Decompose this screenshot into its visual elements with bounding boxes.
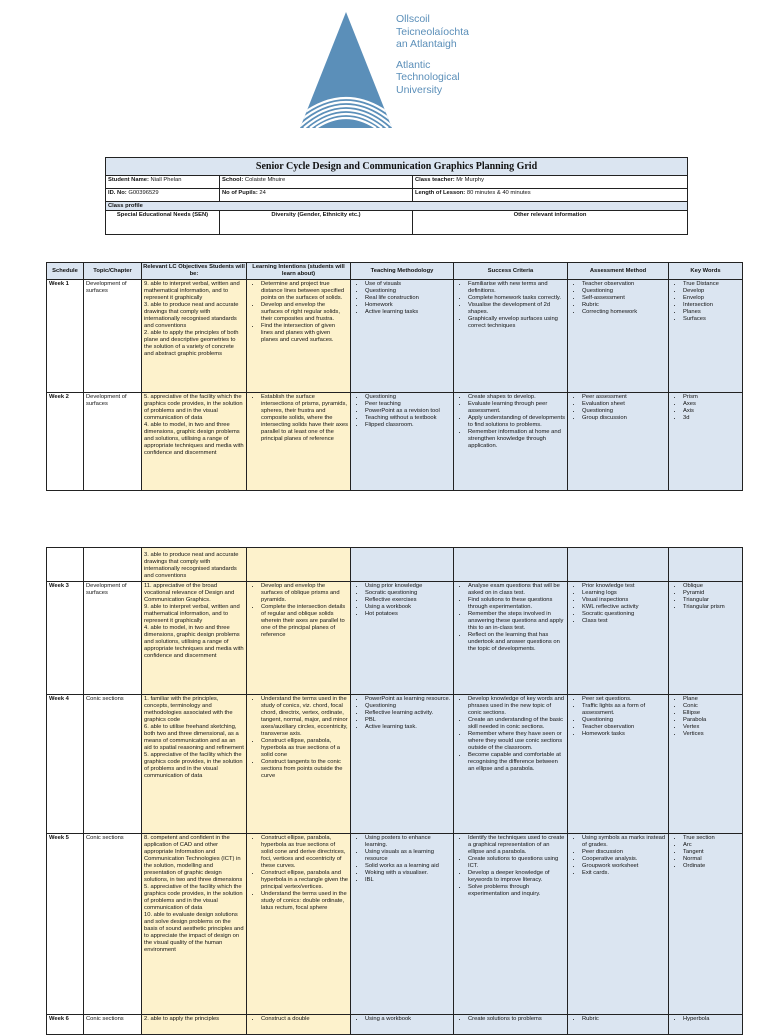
table-row-week-4: [47, 695, 743, 834]
week-label: Week 5: [47, 834, 84, 1015]
list-item: • Graphically envelop surfaces using correct techniques: [468, 316, 565, 330]
logo-line-irish-2: Teicneolaíochta: [396, 25, 469, 38]
topic-cell: Development of surfaces: [84, 280, 142, 393]
list-item: • Visualise the development of 2d shapes.: [468, 302, 565, 316]
id-value: G00396529: [128, 190, 159, 196]
list-item: • Class test: [582, 618, 666, 625]
list-item: • Socratic questioning: [365, 590, 451, 597]
list-item: • Solve problems through experimentation and inquiry.: [468, 884, 565, 898]
lc-objectives-cell: [142, 582, 247, 695]
list-item: • Create solutions to questions using ICT.: [468, 856, 565, 870]
list-item: • Using symbols as marks instead of grades.: [582, 835, 666, 849]
lc-objectives-cell: [142, 393, 247, 491]
list-item: • Find solutions to these questions through experimentation.: [468, 597, 565, 611]
pupils-value: 24: [259, 190, 266, 196]
table-row-week-5: [47, 834, 743, 1015]
table-row-week-3: [47, 582, 743, 695]
list-item: • Evaluate learning through peer assessment.: [468, 401, 565, 415]
list-item: • Cooperative analysis.: [582, 856, 666, 863]
key-words-cell: [669, 582, 743, 695]
success-criteria-cell: [454, 695, 568, 834]
list-item: • Learning logs: [582, 590, 666, 597]
list-item: • Teacher observation: [582, 281, 666, 288]
list-item: • Using a workbook: [365, 604, 451, 611]
diversity-header: Diversity (Gender, Ethnicity etc.): [220, 211, 413, 235]
week-label: Week 2: [47, 393, 84, 491]
assessment-method-cell: [568, 582, 669, 695]
list-item: • Socratic questioning: [582, 611, 666, 618]
learning-intentions-cell: [247, 582, 351, 695]
list-item: • Determine and project true distance lines between specified points on the surfaces of solids.: [261, 281, 348, 302]
list-item: • Develop and envelop the surfaces of right regular solids, their composites and frustra.: [261, 302, 348, 323]
list-item: • Use of visuals: [365, 281, 451, 288]
header-schedule: Schedule: [47, 263, 84, 280]
list-item: • Triangular prism: [683, 604, 740, 611]
list-item: • KWL reflective activity: [582, 604, 666, 611]
key-words-cell: [669, 280, 743, 393]
topic-cell: Development of surfaces: [84, 393, 142, 491]
logo-line-english-1: Atlantic: [396, 58, 431, 71]
list-item: • True section: [683, 835, 740, 842]
list-item: • Planes: [683, 309, 740, 316]
list-item: • Real life construction: [365, 295, 451, 302]
student-name-value: Niall Phelan: [150, 177, 182, 183]
list-item: • Ellipse: [683, 710, 740, 717]
week-label: Week 4: [47, 695, 84, 834]
list-item: • Understand the terms used in the study of conics, viz. chord, focal chord, directrix, vertex, ordinate, tangent, normal, major, and minor axes/auxiliary circles, eccentricity, transverse axis.: [261, 696, 348, 738]
success-criteria-cell: [454, 834, 568, 1015]
list-item: • Reflect on the learning that has undertook and answer questions on the topic of developments.: [468, 632, 565, 653]
list-item: • Peer set questions.: [582, 696, 666, 703]
teaching-methodology-cell: [351, 280, 454, 393]
list-item: • Hot potatoes: [365, 611, 451, 618]
header-success-criteria: Success Criteria: [454, 263, 568, 280]
learning-intentions-cell: [247, 834, 351, 1015]
list-item: • Parabola: [683, 717, 740, 724]
list-item: • Questioning: [582, 408, 666, 415]
list-item: • Familiarise with new terms and definitions.: [468, 281, 565, 295]
list-item: • Correcting homework: [582, 309, 666, 316]
list-item: • PBL: [365, 717, 451, 724]
header-teaching-methodology: Teaching Methodology: [351, 263, 454, 280]
topic-cell: Conic sections: [84, 695, 142, 834]
list-item: • IBL: [365, 877, 451, 884]
success-criteria-cell: [454, 393, 568, 491]
assessment-method-cell: [568, 834, 669, 1015]
list-item: • Establish the surface intersections of prisms, pyramids, spheres, their frustra and composite solids, where the intersecting solids have their axes parallel to at least one of the principal planes of reference: [261, 394, 348, 443]
learning-intentions-cell: [247, 1015, 351, 1035]
assessment-method-cell: [568, 695, 669, 834]
week-label: Week 6: [47, 1015, 84, 1035]
assessment-method-cell: [568, 280, 669, 393]
teaching-methodology-cell: [351, 834, 454, 1015]
teaching-methodology-cell: [351, 582, 454, 695]
class-teacher-value: Mr Murphy: [456, 177, 484, 183]
list-item: • Homework: [365, 302, 451, 309]
topic-cell: Conic sections: [84, 1015, 142, 1035]
assessment-method-cell: [568, 1015, 669, 1035]
list-item: • Visual inspections: [582, 597, 666, 604]
class-teacher-cell: Class teacher: Mr Murphy: [413, 176, 688, 189]
logo-line-english-3: University: [396, 83, 443, 96]
list-item: • Construct ellipse, parabola and hyperbola in a rectangle given the principal vertex/vertices.: [261, 870, 348, 891]
lc-objectives-cell: [142, 834, 247, 1015]
list-item: • Questioning: [365, 703, 451, 710]
learning-intentions-cell: [247, 695, 351, 834]
lc-objectives-text: 9. able to interpret verbal, written and mathematical information, and to represent it graphically 3. able to produce neat and accurate drawings that comply with internationally recognised standards and conventions 2. able to apply the principles of both plane and descriptive geometries to the solution of a variety of concrete and abstract graphic problems: [144, 281, 240, 357]
plan-table-page-1: [46, 262, 743, 491]
table-row-week-6: [47, 1015, 743, 1035]
list-item: • Find the intersection of given lines and planes with given planes and curved surfaces.: [261, 323, 348, 344]
list-item: • Pyramid: [683, 590, 740, 597]
lc-objectives-cell: [142, 548, 247, 582]
list-item: • Conic: [683, 703, 740, 710]
list-item: • Solid works as a learning aid: [365, 863, 451, 870]
list-item: • Create shapes to develop.: [468, 394, 565, 401]
list-item: • Oblique: [683, 583, 740, 590]
list-item: • Become capable and comfortable at recognising the difference between an ellipse and a parabola.: [468, 752, 565, 773]
list-item: • Active learning tasks: [365, 309, 451, 316]
success-criteria-cell: [454, 280, 568, 393]
other-info-header: Other relevant information: [413, 211, 688, 235]
list-item: • Homework tasks: [582, 731, 666, 738]
list-item: • Construct ellipse, parabola, hyperbola as true sections of solid cone and derive directrices, foci, vertices and eccentricity of these curves.: [261, 835, 348, 870]
list-item: • Prism: [683, 394, 740, 401]
logo-line-irish-3: an Atlantaigh: [396, 38, 457, 50]
student-name-cell: Student Name: Niall Phelan: [106, 176, 220, 189]
list-item: • Vertex: [683, 724, 740, 731]
list-item: • Create an understanding of the basic skill needed in conic sections.: [468, 717, 565, 731]
list-item: • Using prior knowledge: [365, 583, 451, 590]
header-assessment-method: Assessment Method: [568, 263, 669, 280]
list-item: • Hyperbola: [683, 1016, 740, 1023]
plan-table-page-2: [46, 547, 743, 1035]
school-cell: School: Colaiste Mhuire: [220, 176, 413, 189]
list-item: • Using visuals as a learning resource: [365, 849, 451, 863]
list-item: • Teaching without a textbook: [365, 415, 451, 422]
list-item: • Create solutions to problems: [468, 1016, 565, 1023]
lc-objectives-cell: [142, 1015, 247, 1035]
list-item: • Remember where they have seen or where they would use conic sections outside of the classroom.: [468, 731, 565, 752]
key-words-cell: [669, 834, 743, 1015]
list-item: • Complete homework tasks correctly.: [468, 295, 565, 302]
topic-cell: Conic sections: [84, 834, 142, 1015]
week-label: Week 3: [47, 582, 84, 695]
list-item: • Develop knowledge of key words and phrases used in the new topic of conic sections.: [468, 696, 565, 717]
planning-grid-title: Senior Cycle Design and Communication Graphics Planning Grid: [106, 158, 688, 176]
list-item: • Axes: [683, 401, 740, 408]
key-words-cell: [669, 695, 743, 834]
list-item: • Flipped classroom.: [365, 422, 451, 429]
list-item: • Construct tangents to the conic sections from points outside the curve: [261, 759, 348, 780]
lc-objectives-text: 5. appreciative of the facility which the graphics code provides, in the solution of problems and in the visual communication of data 4. able to model, in two and three dimensions, graphic design problems and solutions, utilising a range of appropriate techniques and media with confidence and discernment: [144, 394, 244, 456]
id-cell: ID. No: G00396529: [106, 189, 220, 202]
learning-intentions-cell: [247, 280, 351, 393]
list-item: • Develop: [683, 288, 740, 295]
lc-objectives-cell: [142, 695, 247, 834]
week-label: Week 1: [47, 280, 84, 393]
header-lc-objectives: Relevant LC Objectives Students will be:: [142, 263, 247, 280]
list-item: • Develop and envelop the surfaces of oblique prisms and pyramids.: [261, 583, 348, 604]
list-item: • Tangent: [683, 849, 740, 856]
list-item: • Complete the intersection details of regular and oblique solids wherein their axes are parallel to one of the principal planes of reference: [261, 604, 348, 639]
list-item: • Apply understanding of developments to find solutions to problems.: [468, 415, 565, 429]
assessment-method-cell: [568, 393, 669, 491]
list-item: • Questioning: [582, 717, 666, 724]
list-item: • Prior knowledge test: [582, 583, 666, 590]
list-item: • Triangular: [683, 597, 740, 604]
header-key-words: Key Words: [669, 263, 743, 280]
list-item: • Questioning: [365, 288, 451, 295]
list-item: • Exit cards.: [582, 870, 666, 877]
list-item: • Teacher observation: [582, 724, 666, 731]
list-item: • Construct ellipse, parabola, hyperbola as true sections of a solid cone: [261, 738, 348, 759]
lesson-length-value: 80 minutes & 40 minutes: [466, 190, 531, 196]
list-item: • PowerPoint as a revision tool: [365, 408, 451, 415]
list-item: • Reflective exercises: [365, 597, 451, 604]
lc-objectives-text: 2. able to apply the principles: [144, 1016, 220, 1022]
topic-cell: Development of surfaces: [84, 582, 142, 695]
list-item: • Reflective learning activity.: [365, 710, 451, 717]
list-item: • Evaluation sheet: [582, 401, 666, 408]
atu-logo-icon: [296, 8, 396, 132]
teaching-methodology-cell: [351, 393, 454, 491]
list-item: • Envelop: [683, 295, 740, 302]
sen-header: Special Educational Needs (SEN): [106, 211, 220, 235]
teaching-methodology-cell: [351, 695, 454, 834]
list-item: • Peer assessment: [582, 394, 666, 401]
list-item: • Understand the terms used in the study of conics: double ordinate, latus rectum, focal sphere: [261, 891, 348, 912]
list-item: • 3d: [683, 415, 740, 422]
success-criteria-cell: [454, 582, 568, 695]
lesson-length-cell: Length of Lesson: 80 minutes & 40 minutes: [413, 189, 688, 202]
list-item: • Analyse exam questions that will be asked on in class test.: [468, 583, 565, 597]
pupils-cell: No of Pupils: 24: [220, 189, 413, 202]
learning-intentions-cell: [247, 393, 351, 491]
table-row-week-1: [47, 280, 743, 393]
list-item: • Vertices: [683, 731, 740, 738]
list-item: • Rubric: [582, 302, 666, 309]
list-item: • Intersection: [683, 302, 740, 309]
lc-objectives-text: 3. able to produce neat and accurate drawings that comply with internationally recognised standards and conventions: [144, 552, 239, 579]
list-item: • Develop a deeper knowledge of keywords to improve literacy.: [468, 870, 565, 884]
table-row-week-2: [47, 393, 743, 491]
list-item: • Remember information at home and strengthen knowledge through application.: [468, 429, 565, 450]
list-item: • Woking with a visualiser.: [365, 870, 451, 877]
list-item: • Construct a double: [261, 1016, 348, 1023]
list-item: • Remember the steps involved in answering these questions and apply this to an in-class test.: [468, 611, 565, 632]
list-item: • True Distance: [683, 281, 740, 288]
list-item: • Surfaces: [683, 316, 740, 323]
list-item: • Normal: [683, 856, 740, 863]
lc-objectives-text: 1. familiar with the principles, concepts, terminology and methodologies associated with the graphics code 6. able to utilise freehand sketching, both two and three dimensional, as a means of communication and as an aid to spatial reasoning and refinement 5. appreciative of the facility which the graphics code provides, in the solution of problems and in the visual communication of data: [144, 696, 244, 779]
school-value: Colaiste Mhuire: [244, 177, 286, 183]
list-item: • Using a workbook: [365, 1016, 451, 1023]
list-item: • PowerPoint as learning resource.: [365, 696, 451, 703]
key-words-cell: [669, 393, 743, 491]
list-item: • Questioning: [365, 394, 451, 401]
class-profile-label: Class profile: [106, 202, 688, 211]
list-item: • Arc: [683, 842, 740, 849]
university-logo: [296, 8, 476, 132]
list-item: • Axis: [683, 408, 740, 415]
lc-objectives-cell: [142, 280, 247, 393]
logo-line-irish-1: Ollscoil: [396, 13, 430, 25]
teaching-methodology-cell: [351, 1015, 454, 1035]
list-item: • Plane: [683, 696, 740, 703]
table-row-continued: [47, 548, 743, 582]
success-criteria-cell: [454, 1015, 568, 1035]
list-item: • Ordinate: [683, 863, 740, 870]
planning-grid-info-table: [105, 157, 688, 235]
lc-objectives-text: 8. competent and confident in the application of CAD and other appropriate Information and Communication Technologies (ICT) in the solution, modelling and presentation of graphic design solutions, in two and three dimensions 5. appreciative of the facility which the graphics code provides, in the solution of problems and in the visual communication of data 10. able to evaluate design solutions and solve design problems on the basis of sound aesthetic principles and to appreciate the impact of design on the visual quality of the human environment: [144, 835, 244, 953]
list-item: • Self-assessment: [582, 295, 666, 302]
list-item: • Traffic lights as a form of assessment.: [582, 703, 666, 717]
key-words-cell: [669, 1015, 743, 1035]
list-item: • Rubric: [582, 1016, 666, 1023]
header-topic: Topic/Chapter: [84, 263, 142, 280]
list-item: • Active learning task.: [365, 724, 451, 731]
list-item: • Groupwork worksheet: [582, 863, 666, 870]
list-item: • Questioning: [582, 288, 666, 295]
list-item: • Group discussion: [582, 415, 666, 422]
logo-line-english-2: Technological: [396, 71, 460, 83]
list-item: • Peer discussion: [582, 849, 666, 856]
list-item: • Identify the techniques used to create a graphical representation of an ellipse and a parabola.: [468, 835, 565, 856]
list-item: • Peer teaching: [365, 401, 451, 408]
header-learning-intentions: Learning Intentions (students will learn about): [247, 263, 351, 280]
lc-objectives-text: 11. appreciative of the broad vocational relevance of Design and Communication Graphics. 9. able to interpret verbal, written and mathematical information, and to represent it graphically 4. able to model, in two and three dimensions, graphic design problems and solutions, utilising a range of appropriate techniques and media with confidence and discernment: [144, 583, 244, 659]
list-item: • Using posters to enhance learning.: [365, 835, 451, 849]
